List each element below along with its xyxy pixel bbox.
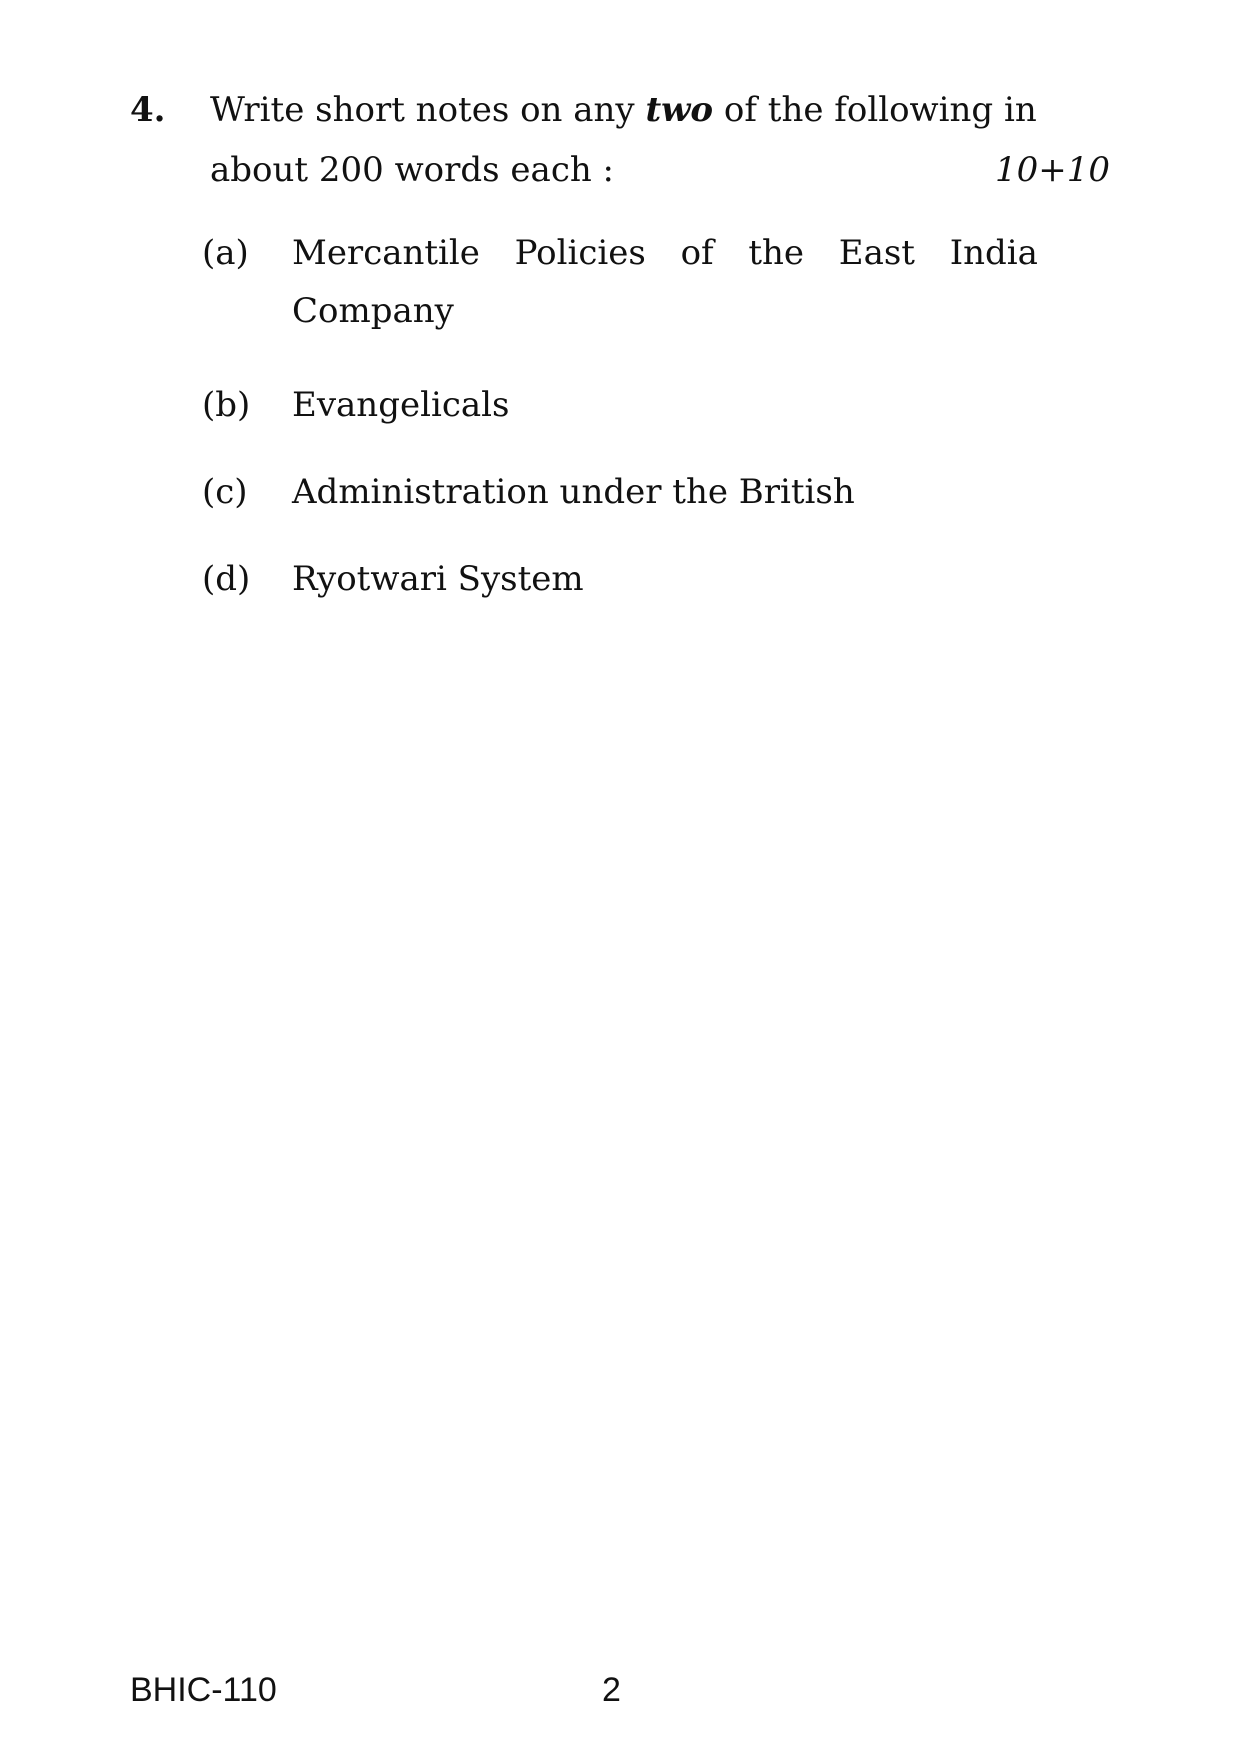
option-b-text: Evangelicals bbox=[292, 385, 510, 425]
option-a-word: Mercantile bbox=[292, 233, 480, 273]
option-a-word: East bbox=[838, 233, 915, 273]
course-code: BHIC-110 bbox=[130, 1671, 277, 1709]
option-a-word: of bbox=[680, 233, 714, 273]
question-number: 4. bbox=[130, 90, 166, 130]
question-text-line-1 bbox=[210, 88, 1037, 132]
question-text-line-2: about 200 words each : bbox=[210, 150, 615, 190]
option-b-label: (b) bbox=[202, 385, 251, 425]
question-text-before: Write short notes on any bbox=[210, 90, 646, 130]
option-a-text-line-1 bbox=[292, 231, 1038, 275]
page-number: 2 bbox=[602, 1671, 621, 1709]
option-a-label: (a) bbox=[202, 233, 249, 273]
option-a-word: India bbox=[949, 233, 1038, 273]
question-text-after: of the following in bbox=[713, 90, 1037, 130]
question-marks: 10+10 bbox=[994, 150, 1110, 190]
option-d-text: Ryotwari System bbox=[292, 559, 584, 599]
option-a-word: the bbox=[748, 233, 805, 273]
option-a-text-line-2: Company bbox=[292, 291, 454, 331]
option-c-text: Administration under the British bbox=[292, 472, 855, 512]
question-emphasis: two bbox=[645, 90, 714, 130]
option-c-label: (c) bbox=[202, 472, 248, 512]
option-d-label: (d) bbox=[202, 559, 251, 599]
option-a-word: Policies bbox=[514, 233, 646, 273]
